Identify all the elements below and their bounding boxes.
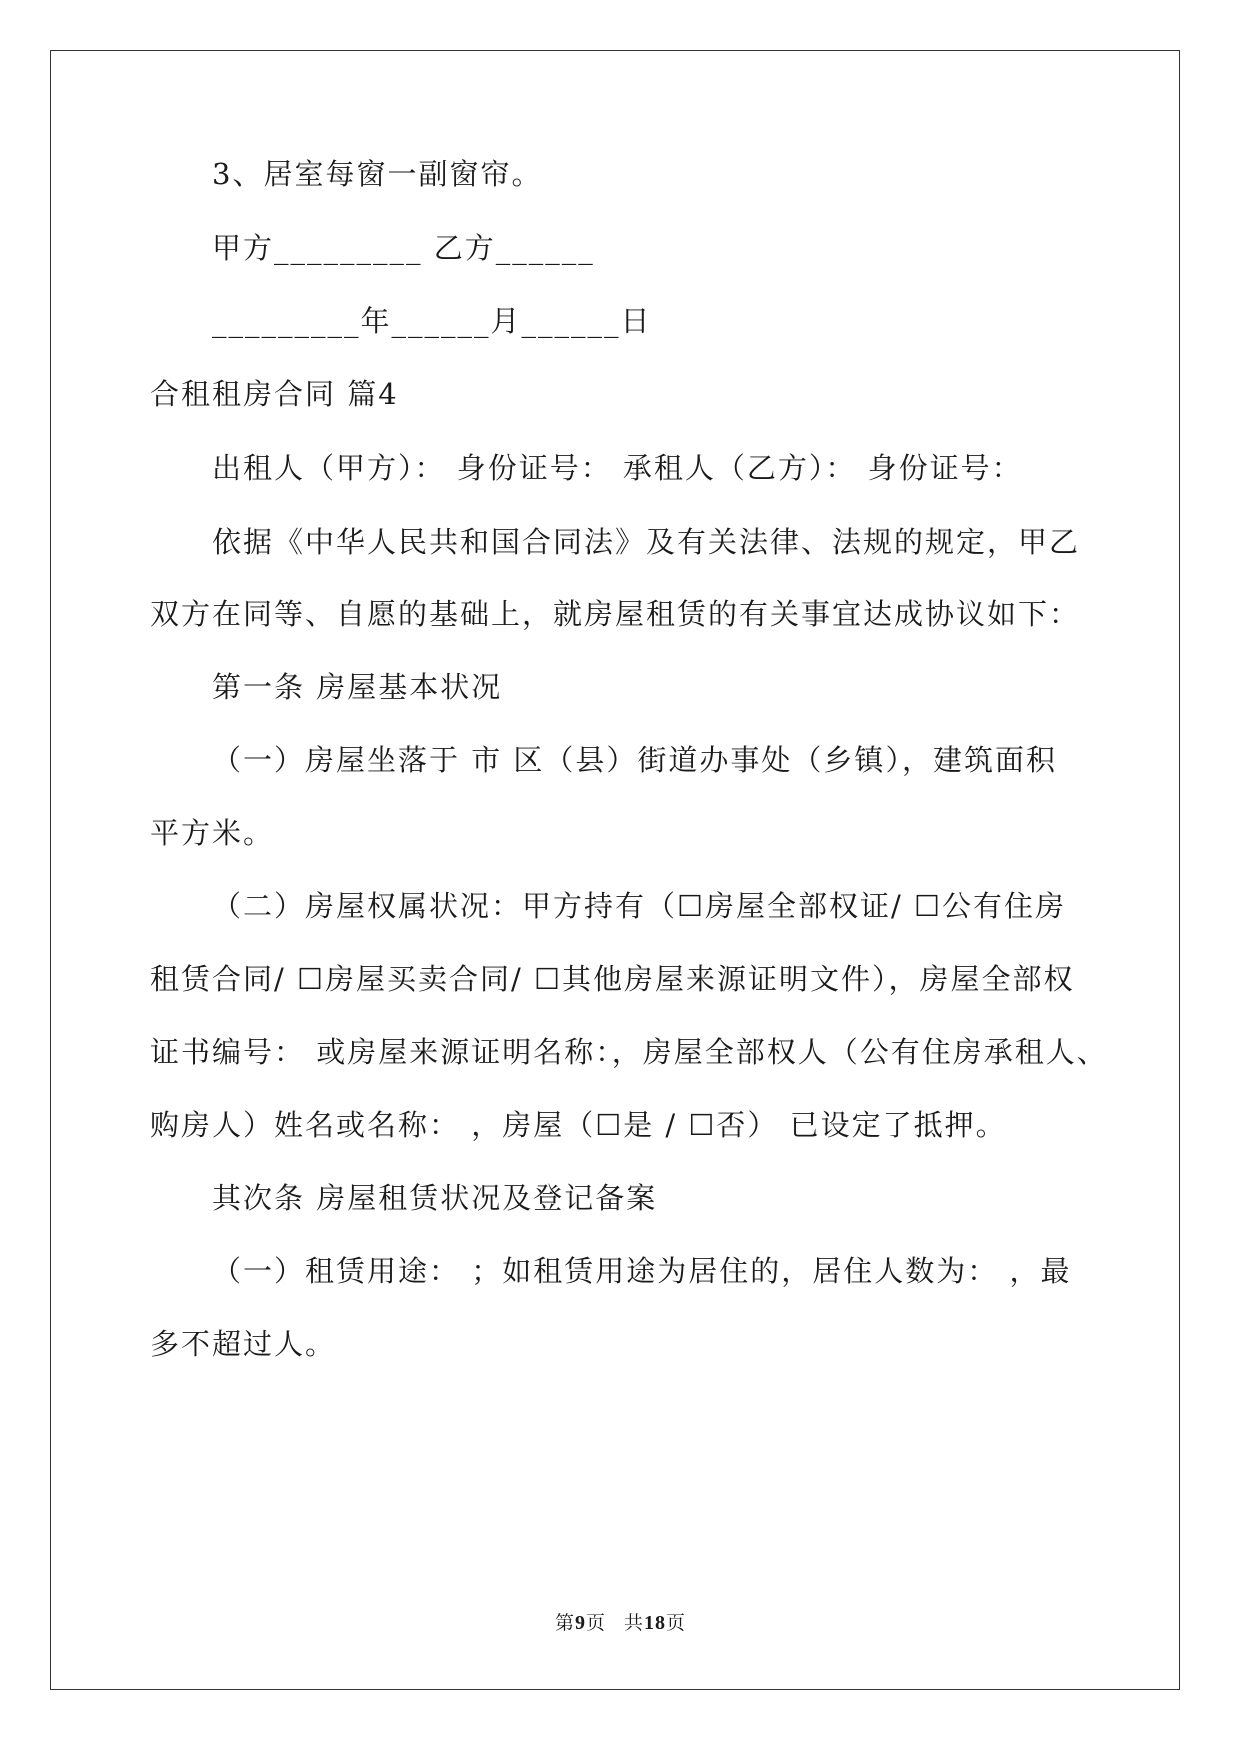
date-line: _________年______月______日 [212,304,652,338]
article-1-heading: 第一条 房屋基本状况 [212,670,503,704]
footer-page-prefix: 第 [554,1612,575,1634]
section-title: 合租租房合同 篇4 [150,377,399,411]
article-1-item-1-line-2: 平方米。 [150,816,275,850]
article-2-item-1-line-2: 多不超过人。 [150,1327,337,1361]
clause-curtains: 3、居室每窗一副窗帘。 [212,157,543,191]
article-2-item-1-line-1: （一）租赁用途： ；如租赁用途为居住的，居住人数为： ，最 [212,1254,1072,1288]
article-1-item-2-line-4: 购房人）姓名或名称： ，房屋（☐是 / ☐否） 已设定了抵押。 [150,1108,1007,1142]
signature-line: 甲方_________ 乙方______ [212,231,595,265]
article-2-heading: 其次条 房屋租赁状况及登记备案 [212,1181,658,1215]
page-footer [0,1611,1241,1635]
article-1-item-1-line-1: （一）房屋坐落于 市 区（县）街道办事处（乡镇），建筑面积 [212,743,1057,777]
article-1-item-2-line-2: 租赁合同/ ☐房屋买卖合同/ ☐其他房屋来源证明文件），房屋全部权 [150,962,1075,996]
preamble-line-1: 依据《中华人民共和国合同法》及有关法律、法规的规定，甲乙 [212,525,1081,559]
footer-page-total: 18 [644,1612,667,1634]
footer-total-prefix: 共 [624,1612,645,1634]
article-1-item-2-line-1: （二）房屋权属状况：甲方持有（☐房屋全部权证/ ☐公有住房 [212,889,1066,923]
parties-line: 出租人（甲方）： 身份证号： 承租人（乙方）： 身份证号： [212,451,1023,485]
article-1-item-2-line-3: 证书编号： 或房屋来源证明名称：，房屋全部权人（公有住房承租人、 [150,1035,1108,1069]
footer-total-suffix: 页 [666,1612,687,1634]
footer-page-current: 9 [574,1612,586,1634]
page-border [50,50,1180,1690]
preamble-line-2: 双方在同等、自愿的基础上，就房屋租赁的有关事宜达成协议如下： [150,597,1081,631]
footer-page-mid: 页 [585,1612,606,1634]
